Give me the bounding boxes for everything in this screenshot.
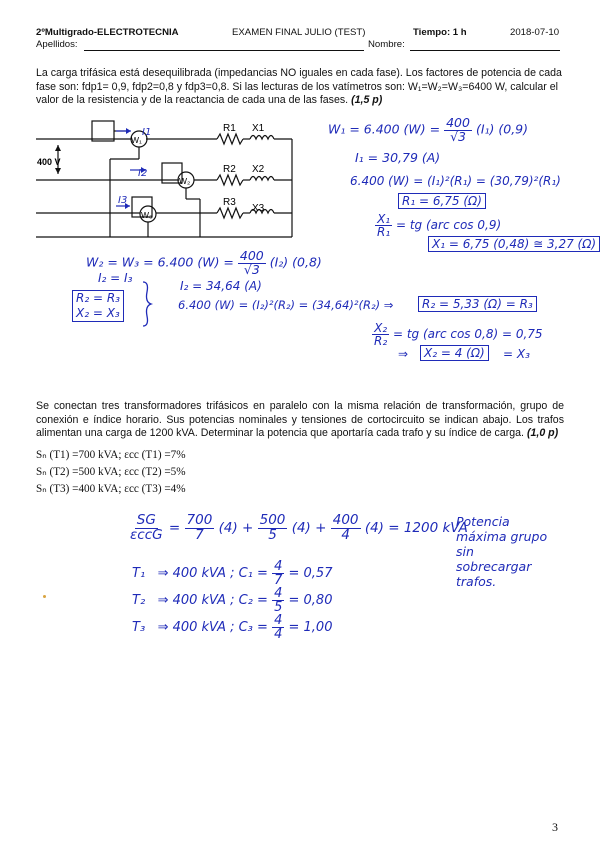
reactance-x1: X1 bbox=[252, 123, 265, 134]
x2-arrow: ⇒ bbox=[398, 347, 409, 361]
surname-field[interactable] bbox=[84, 50, 364, 51]
three-phase-circuit bbox=[34, 117, 304, 247]
transformer-1-data: Sₙ (T1) =700 kVA; εcc (T1) =7% bbox=[36, 449, 186, 461]
problem2-points: (1,0 p) bbox=[526, 427, 559, 440]
page-number: 3 bbox=[552, 820, 558, 834]
wattmeter-3: W₃ bbox=[141, 210, 153, 220]
w1-equation: W₁ = 6.400 (W) = $\frac{400}{√3}$ (I₁) (0,9) bbox=[328, 115, 528, 144]
i2-result: I₂ = 34,64 (A) bbox=[180, 279, 262, 293]
problem1-statement: La carga trifásica está desequilibrada (impedancias NO iguales en cada fase). Los factores de potencia de cada fase son: fdp1= 0,9, fdp2=0,8 y fdp3=0,8. Si las lecturas de los vatímetros son: W₁=W₂=W₃=6400 W, calcular el valor de la resistencia y de la reactancia de cada una de las fases. (1,5 p) bbox=[36, 67, 562, 107]
load-row-t3: T₃ ⇒ 400 kVA ; C₃ = $\frac{4}{4}$ = 1,00 bbox=[132, 613, 333, 642]
wattmeter-1: W₁ bbox=[131, 135, 142, 145]
x1-result: X₁ = 6,75 (0,48) ≅ 3,27 (Ω) bbox=[428, 236, 600, 252]
problem1-points: (1,5 p) bbox=[351, 94, 383, 107]
current-i2: I2 bbox=[138, 168, 148, 179]
reactance-x3: X3 bbox=[252, 203, 265, 214]
resistor-r2: R2 bbox=[223, 164, 236, 175]
surname-label: Apellidos: bbox=[36, 39, 78, 50]
x1-tan-eq: $\frac{\text{X₁}}{\text{R₁}}$ = tg (arc cos 0,9) bbox=[377, 212, 502, 239]
current-i1: I1 bbox=[142, 127, 152, 138]
r2-result: R₂ = 5,33 (Ω) = R₃ bbox=[418, 296, 537, 312]
name-field[interactable] bbox=[410, 50, 560, 51]
ink-dot bbox=[43, 595, 46, 598]
problem2-statement: Se conectan tres transformadores trifásicos en paralelo con la misma relación de transformación, grupo de conexión e índice horario. Sus potencias nominales y tensiones de cortocircuito se indican abajo. Los trafos alimentan una carga de 1200 kVA. Determinar la potencia que aportaría cada trafo y su índice de carga. (1,0 p) bbox=[36, 400, 564, 440]
exam-title: EXAMEN FINAL JULIO (TEST) bbox=[232, 27, 366, 38]
exam-date: 2018-07-10 bbox=[510, 27, 560, 38]
power-eq-2: 6.400 (W) = (I₂)²(R₂) = (34,64)²(R₂) ⇒ bbox=[178, 298, 394, 312]
course-title: 2ºMultigrado-ELECTROTECNIA bbox=[36, 27, 179, 38]
max-power-note: Potencia máxima grupo sin sobrecargar trafos. bbox=[456, 514, 548, 589]
transformer-3-data: Sₙ (T3) =400 kVA; εcc (T3) =4% bbox=[36, 483, 186, 495]
i2-equals-i3: I₂ = I₃ bbox=[98, 271, 133, 285]
transformer-2-data: Sₙ (T2) =500 kVA; εcc (T2) =5% bbox=[36, 466, 186, 478]
current-i3: I3 bbox=[118, 195, 128, 206]
reactance-x2: X2 bbox=[252, 164, 265, 175]
wattmeter-2: W₂ bbox=[179, 176, 191, 186]
group-power-equation: $\frac{SG}{\text{εccG}}$ = $\frac{700}{7}$ (4) + $\frac{500}{5}$ (4) + $\frac{400}{4}$ (4) = 1200 kVA bbox=[130, 512, 468, 543]
equal-impedance-box: R₂ = R₃ X₂ = X₃ bbox=[72, 290, 124, 322]
supply-voltage-label: 400 V bbox=[37, 157, 61, 167]
r1-result: R₁ = 6,75 (Ω) bbox=[398, 193, 486, 209]
x2-result: X₂ = 4 (Ω) bbox=[420, 345, 489, 361]
resistor-r3: R3 bbox=[223, 197, 236, 208]
load-row-t1: T₁ ⇒ 400 kVA ; C₁ = $\frac{4}{7}$ = 0,57 bbox=[132, 559, 333, 588]
i1-result: I₁ = 30,79 (A) bbox=[355, 150, 441, 165]
name-label: Nombre: bbox=[368, 39, 405, 50]
load-row-t2: T₂ ⇒ 400 kVA ; C₂ = $\frac{4}{5}$ = 0,80 bbox=[132, 586, 333, 615]
power-eq-1: 6.400 (W) = (I₁)²(R₁) = (30,79)²(R₁) bbox=[350, 174, 561, 188]
x3-equal: = X₃ bbox=[503, 347, 530, 361]
w2-equation: W₂ = W₃ = 6.400 (W) = $\frac{400}{√3}$ (I₂) (0,8) bbox=[86, 248, 322, 277]
brace-icon bbox=[140, 280, 154, 328]
resistor-r1: R1 bbox=[223, 123, 236, 134]
exam-time: Tiempo: 1 h bbox=[413, 27, 467, 38]
x2-tan-eq: $\frac{\text{X₂}}{\text{R₂}}$ = tg (arc cos 0,8) = 0,75 bbox=[374, 321, 543, 348]
transformer-data-list bbox=[36, 447, 186, 498]
